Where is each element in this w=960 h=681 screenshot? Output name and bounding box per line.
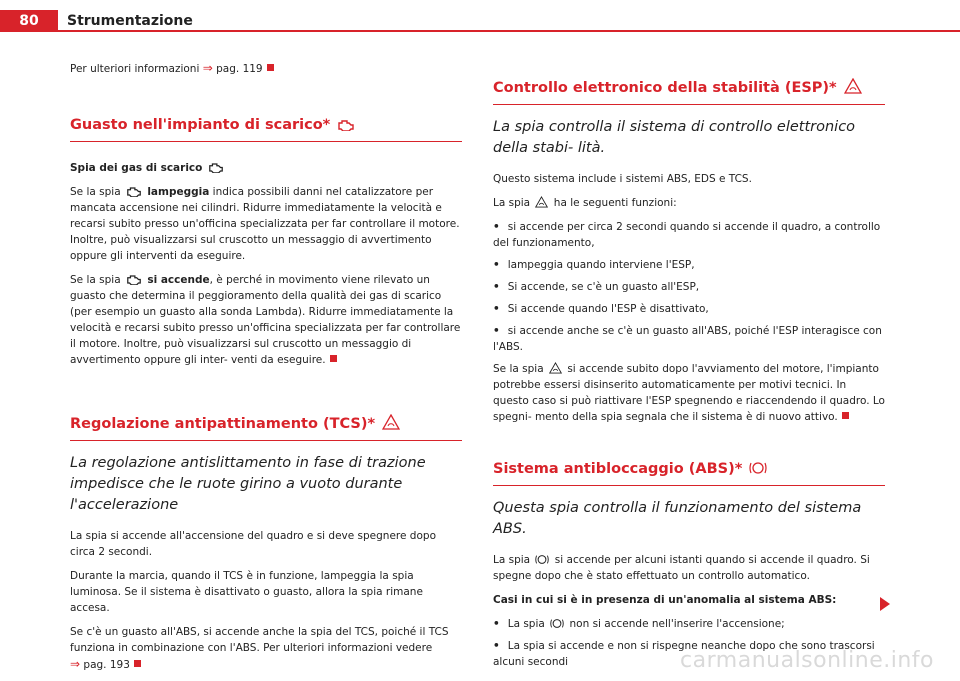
section-title-abs: Sistema antibloccaggio (ABS)* bbox=[493, 459, 885, 486]
list-item: • Si accende, se c'è un guasto all'ESP, bbox=[493, 281, 700, 293]
page-header bbox=[0, 0, 960, 32]
list-item: • La spia non si accende nell'inserire l'accensione; bbox=[493, 618, 785, 630]
stability-warning-icon bbox=[844, 78, 862, 94]
abs-icon bbox=[535, 554, 549, 565]
page-number: 80 bbox=[0, 10, 58, 32]
section-title-esp: Controllo elettronico della stabilità (ESP)* bbox=[493, 78, 885, 105]
tcs-lead: La regolazione antislittamento in fase di trazione impedisce che le ruote girino a vuoto durante l'accelerazione bbox=[70, 455, 426, 513]
esp-paragraph-1: Questo sistema include i sistemi ABS, EDS e TCS. bbox=[493, 173, 752, 185]
abs-lead: Questa spia controlla il funzionamento del sistema ABS. bbox=[493, 500, 862, 537]
engine-icon bbox=[337, 119, 355, 131]
esp-bullet-list bbox=[493, 219, 885, 355]
left-column bbox=[70, 60, 462, 681]
tcs-paragraph-2: Durante la marcia, quando il TCS è in funzione, lampeggia la spia luminosa. Se il sistema è disattivato o guasto, allora la spia rimane accesa. bbox=[70, 570, 423, 614]
engine-icon bbox=[208, 162, 224, 173]
tcs-paragraph-1: La spia si accende all'accensione del quadro e si deve spegnere dopo circa 2 secondi. bbox=[70, 530, 436, 558]
list-item: • La spia si accende e non si rispegne neanche dopo che sono trascorsi alcuni secondi bbox=[493, 640, 875, 668]
abs-icon bbox=[749, 461, 767, 475]
esp-paragraph-2: La spia ha le seguenti funzioni: bbox=[493, 197, 677, 209]
esp-lead: La spia controlla il sistema di controllo elettronico della stabi- lità. bbox=[493, 119, 856, 156]
watermark: carmanualsonline.info bbox=[680, 648, 934, 673]
abs-subhead: Casi in cui si è in presenza di un'anomalia al sistema ABS: bbox=[493, 594, 837, 606]
list-item: • si accende per circa 2 secondi quando si accende il quadro, a controllo del funzionamento, bbox=[493, 221, 881, 249]
list-item: • Si accende quando l'ESP è disattivato, bbox=[493, 303, 709, 315]
ref-arrow-icon: ⇒ bbox=[202, 61, 213, 75]
end-mark-icon bbox=[267, 64, 274, 71]
right-column bbox=[493, 78, 885, 676]
exhaust-paragraph-1: Se la spia lampeggia indica possibili danni nel catalizzatore per mancata accensione nei cilindri. Ridurre immediatamente la velocità e recarsi subito presso un'officina specializzata per far controllare il motore. Inoltre, può visualizzarsi sul cruscotto un messaggio di avvertimento oppure gli interventi da eseguire. bbox=[70, 186, 460, 262]
list-item: • si accende anche se c'è un guasto all'ABS, poiché l'ESP interagisce con l'ABS. bbox=[493, 325, 882, 353]
traction-warning-icon bbox=[382, 414, 400, 430]
end-mark-icon bbox=[842, 412, 849, 419]
stability-warning-icon bbox=[535, 196, 548, 208]
section-title-tcs: Regolazione antipattinamento (TCS)* bbox=[70, 414, 462, 441]
engine-icon bbox=[126, 274, 142, 285]
esp-paragraph-3: Se la spia si accende subito dopo l'avviamento del motore, l'impianto potrebbe essersi disinserito automaticamente per motivi tecnici. In questo caso si può riattivare l'ESP spegnendo e riaccendendo il quadro. Lo spegni- mento della spia segnala che il sistema è di nuovo attivo. bbox=[493, 363, 885, 423]
exhaust-paragraph-2: Se la spia si accende, è perché in movimento viene rilevato un guasto che determina il peggioramento della qualità dei gas di scarico (per esempio un guasto alla sonda Lambda). Ridurre immediatamente la velocità e recarsi subito presso un'officina specializzata per far controllare il motore. Inoltre, può visualizzarsi sul cruscotto un messaggio di avvertimento oppure gli inter- venti da eseguire. bbox=[70, 274, 461, 366]
engine-icon bbox=[126, 186, 142, 197]
ref-arrow-icon: ⇒ bbox=[70, 657, 81, 671]
header-rule bbox=[0, 30, 960, 32]
intro-ref-link[interactable]: pag. 119 bbox=[216, 63, 263, 75]
end-mark-icon bbox=[330, 355, 337, 362]
intro-text: Per ulteriori informazioni bbox=[70, 63, 200, 75]
stability-warning-icon bbox=[549, 362, 562, 374]
abs-icon bbox=[550, 618, 564, 629]
tcs-ref-link[interactable]: pag. 193 bbox=[83, 659, 130, 671]
exhaust-subhead: Spia dei gas di scarico bbox=[70, 160, 462, 176]
abs-paragraph-1: La spia si accende per alcuni istanti quando si accende il quadro. Si spegne dopo che è stato effettuato un controllo automatico. bbox=[493, 554, 870, 582]
intro-paragraph bbox=[70, 60, 462, 77]
tcs-paragraph-3: Se c'è un guasto all'ABS, si accende anche la spia del TCS, poiché il TCS funziona in combinazione con l'ABS. Per ulteriori informazioni vedere ⇒ pag. 193 bbox=[70, 626, 449, 671]
section-title-exhaust: Guasto nell'impianto di scarico* bbox=[70, 115, 462, 142]
next-page-arrow-icon[interactable] bbox=[880, 597, 890, 611]
header-title: Strumentazione bbox=[67, 13, 193, 29]
list-item: • lampeggia quando interviene l'ESP, bbox=[493, 259, 695, 271]
end-mark-icon bbox=[134, 660, 141, 667]
